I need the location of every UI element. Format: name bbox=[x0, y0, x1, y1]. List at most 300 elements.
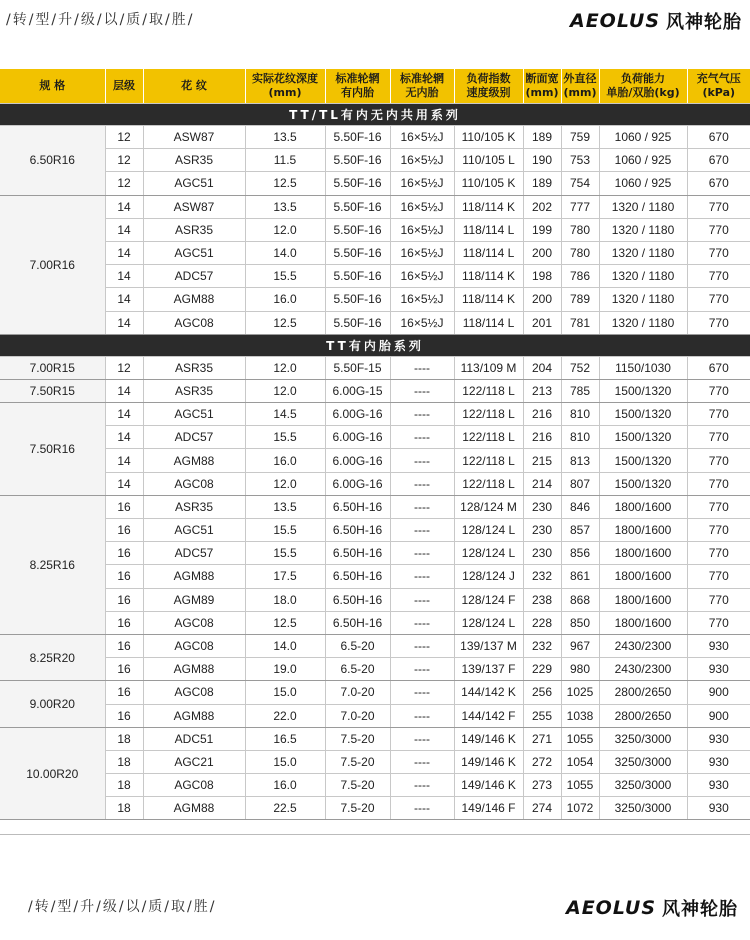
table-cell: 122/118 L bbox=[454, 449, 523, 472]
table-cell: 786 bbox=[561, 265, 599, 288]
table-cell: 6.5-20 bbox=[325, 658, 390, 681]
table-cell: 16 bbox=[105, 519, 143, 542]
table-cell: 274 bbox=[523, 797, 561, 820]
table-cell: 2430/2300 bbox=[599, 658, 687, 681]
table-cell: 144/142 F bbox=[454, 704, 523, 727]
table-cell: 149/146 K bbox=[454, 774, 523, 797]
table-cell: 12.0 bbox=[245, 356, 325, 379]
table-cell: 15.5 bbox=[245, 265, 325, 288]
table-cell: 980 bbox=[561, 658, 599, 681]
table-cell: 122/118 L bbox=[454, 379, 523, 402]
table-cell: 16×5½J bbox=[390, 265, 454, 288]
table-cell: 6.50H-16 bbox=[325, 495, 390, 518]
table-cell: 930 bbox=[687, 774, 750, 797]
table-cell: 770 bbox=[687, 195, 750, 218]
table-cell: ---- bbox=[390, 774, 454, 797]
table-cell: 5.50F-16 bbox=[325, 195, 390, 218]
tire-size-cell: 8.25R16 bbox=[0, 495, 105, 634]
table-cell: 770 bbox=[687, 588, 750, 611]
table-row bbox=[0, 519, 750, 542]
table-cell: 1800/1600 bbox=[599, 495, 687, 518]
table-row bbox=[0, 750, 750, 773]
table-cell: 5.50F-16 bbox=[325, 172, 390, 195]
table-cell: 18.0 bbox=[245, 588, 325, 611]
table-cell: AGC51 bbox=[143, 403, 245, 426]
tire-size-cell: 6.50R16 bbox=[0, 126, 105, 196]
table-cell: 5.50F-16 bbox=[325, 265, 390, 288]
table-cell: 752 bbox=[561, 356, 599, 379]
table-cell: 216 bbox=[523, 403, 561, 426]
column-header: 标准轮辋 无内胎 bbox=[390, 69, 454, 104]
table-cell: 128/124 J bbox=[454, 565, 523, 588]
table-cell: 770 bbox=[687, 472, 750, 495]
table-cell: 770 bbox=[687, 495, 750, 518]
table-cell: 781 bbox=[561, 311, 599, 334]
table-cell: 6.50H-16 bbox=[325, 519, 390, 542]
table-cell: 967 bbox=[561, 634, 599, 657]
table-cell: 139/137 M bbox=[454, 634, 523, 657]
table-cell: AGC51 bbox=[143, 519, 245, 542]
column-header: 标准轮辋 有内胎 bbox=[325, 69, 390, 104]
table-cell: 1060 / 925 bbox=[599, 126, 687, 149]
table-cell: ADC57 bbox=[143, 542, 245, 565]
table-cell: ---- bbox=[390, 426, 454, 449]
table-cell: 6.00G-16 bbox=[325, 472, 390, 495]
table-cell: 12.0 bbox=[245, 218, 325, 241]
table-cell: 770 bbox=[687, 403, 750, 426]
table-cell: 18 bbox=[105, 750, 143, 773]
table-cell: 128/124 L bbox=[454, 542, 523, 565]
table-cell: 118/114 K bbox=[454, 288, 523, 311]
table-cell: 930 bbox=[687, 727, 750, 750]
table-cell: 7.5-20 bbox=[325, 750, 390, 773]
table-cell: 110/105 K bbox=[454, 126, 523, 149]
table-header-row bbox=[0, 69, 750, 104]
table-cell: 857 bbox=[561, 519, 599, 542]
table-cell: 1320 / 1180 bbox=[599, 241, 687, 264]
table-row bbox=[0, 379, 750, 402]
table-cell: 122/118 L bbox=[454, 426, 523, 449]
table-cell: 15.5 bbox=[245, 426, 325, 449]
column-header: 规 格 bbox=[0, 69, 105, 104]
table-cell: 128/124 L bbox=[454, 611, 523, 634]
tire-size-cell: 7.00R15 bbox=[0, 356, 105, 379]
table-cell: 256 bbox=[523, 681, 561, 704]
table-cell: 777 bbox=[561, 195, 599, 218]
table-cell: 670 bbox=[687, 149, 750, 172]
table-cell: 230 bbox=[523, 542, 561, 565]
table-row bbox=[0, 774, 750, 797]
table-cell: 6.50H-16 bbox=[325, 542, 390, 565]
column-header: 外直径 (mm) bbox=[561, 69, 599, 104]
table-cell: 16 bbox=[105, 681, 143, 704]
table-cell: 13.5 bbox=[245, 126, 325, 149]
table-cell: 1500/1320 bbox=[599, 426, 687, 449]
table-cell: AGC21 bbox=[143, 750, 245, 773]
column-header: 负荷能力 单胎/双胎(kg) bbox=[599, 69, 687, 104]
table-cell: 930 bbox=[687, 658, 750, 681]
table-cell: 3250/3000 bbox=[599, 797, 687, 820]
table-cell: 14 bbox=[105, 265, 143, 288]
table-cell: ---- bbox=[390, 542, 454, 565]
table-row bbox=[0, 218, 750, 241]
brand-logo-top bbox=[570, 8, 742, 34]
table-cell: 16×5½J bbox=[390, 172, 454, 195]
table-row bbox=[0, 611, 750, 634]
table-cell: 118/114 K bbox=[454, 195, 523, 218]
table-cell: 18 bbox=[105, 774, 143, 797]
table-cell: AGM88 bbox=[143, 658, 245, 681]
table-cell: ---- bbox=[390, 588, 454, 611]
table-cell: 770 bbox=[687, 288, 750, 311]
table-cell: 128/124 L bbox=[454, 519, 523, 542]
table-cell: 213 bbox=[523, 379, 561, 402]
table-cell: 1054 bbox=[561, 750, 599, 773]
table-cell: 12 bbox=[105, 356, 143, 379]
table-cell: 14.5 bbox=[245, 403, 325, 426]
table-cell: 850 bbox=[561, 611, 599, 634]
column-header: 充气气压 (kPa) bbox=[687, 69, 750, 104]
table-row bbox=[0, 704, 750, 727]
table-cell: 770 bbox=[687, 311, 750, 334]
table-cell: ---- bbox=[390, 704, 454, 727]
table-cell: 670 bbox=[687, 126, 750, 149]
table-cell: ADC57 bbox=[143, 426, 245, 449]
table-cell: 846 bbox=[561, 495, 599, 518]
table-cell: ASW87 bbox=[143, 195, 245, 218]
table-cell: 110/105 L bbox=[454, 149, 523, 172]
table-cell: 6.5-20 bbox=[325, 634, 390, 657]
table-cell: AGC08 bbox=[143, 681, 245, 704]
table-cell: 118/114 L bbox=[454, 218, 523, 241]
table-cell: 1320 / 1180 bbox=[599, 195, 687, 218]
table-cell: ---- bbox=[390, 472, 454, 495]
table-cell: 6.00G-15 bbox=[325, 379, 390, 402]
table-cell: AGC08 bbox=[143, 472, 245, 495]
table-cell: 228 bbox=[523, 611, 561, 634]
table-cell: 216 bbox=[523, 426, 561, 449]
table-cell: 2800/2650 bbox=[599, 704, 687, 727]
table-cell: 128/124 F bbox=[454, 588, 523, 611]
table-row bbox=[0, 426, 750, 449]
table-cell: 1500/1320 bbox=[599, 403, 687, 426]
table-row bbox=[0, 265, 750, 288]
table-cell: ADC57 bbox=[143, 265, 245, 288]
section-header-row bbox=[0, 334, 750, 356]
table-cell: 215 bbox=[523, 449, 561, 472]
table-cell: 200 bbox=[523, 288, 561, 311]
brand-name-en: AEOLUS bbox=[569, 10, 660, 32]
tire-size-cell: 7.50R15 bbox=[0, 379, 105, 402]
table-cell: 14 bbox=[105, 218, 143, 241]
table-row bbox=[0, 172, 750, 195]
table-cell: 16 bbox=[105, 588, 143, 611]
table-cell: 18 bbox=[105, 727, 143, 750]
table-cell: 232 bbox=[523, 565, 561, 588]
table-cell: 14 bbox=[105, 449, 143, 472]
table-cell: 753 bbox=[561, 149, 599, 172]
table-cell: ---- bbox=[390, 634, 454, 657]
table-row bbox=[0, 565, 750, 588]
table-cell: 16 bbox=[105, 565, 143, 588]
table-cell: 139/137 F bbox=[454, 658, 523, 681]
table-cell: ASW87 bbox=[143, 126, 245, 149]
table-cell: 272 bbox=[523, 750, 561, 773]
table-cell: 18 bbox=[105, 797, 143, 820]
column-header: 断面宽 (mm) bbox=[523, 69, 561, 104]
table-cell: 770 bbox=[687, 241, 750, 264]
table-cell: 1500/1320 bbox=[599, 472, 687, 495]
table-cell: 7.0-20 bbox=[325, 681, 390, 704]
table-cell: 5.50F-16 bbox=[325, 241, 390, 264]
tire-size-cell: 8.25R20 bbox=[0, 634, 105, 680]
table-cell: 770 bbox=[687, 426, 750, 449]
table-cell: 189 bbox=[523, 172, 561, 195]
table-cell: 198 bbox=[523, 265, 561, 288]
table-cell: 16.5 bbox=[245, 727, 325, 750]
table-cell: 14 bbox=[105, 472, 143, 495]
table-cell: 770 bbox=[687, 565, 750, 588]
slogan-bottom: /转/型/升/级/以/质/取/胜/ bbox=[28, 899, 217, 915]
table-cell: ---- bbox=[390, 611, 454, 634]
table-cell: 1320 / 1180 bbox=[599, 288, 687, 311]
table-cell: 16×5½J bbox=[390, 241, 454, 264]
table-cell: 204 bbox=[523, 356, 561, 379]
table-cell: 6.50H-16 bbox=[325, 565, 390, 588]
column-header: 实际花纹深度 (mm) bbox=[245, 69, 325, 104]
table-cell: ASR35 bbox=[143, 379, 245, 402]
table-cell: 1800/1600 bbox=[599, 519, 687, 542]
table-row bbox=[0, 356, 750, 379]
table-cell: 12.5 bbox=[245, 611, 325, 634]
table-cell: 3250/3000 bbox=[599, 727, 687, 750]
table-cell: AGC51 bbox=[143, 241, 245, 264]
table-cell: 1060 / 925 bbox=[599, 149, 687, 172]
table-cell: 1800/1600 bbox=[599, 611, 687, 634]
table-cell: ---- bbox=[390, 565, 454, 588]
table-cell: 22.0 bbox=[245, 704, 325, 727]
table-cell: 1800/1600 bbox=[599, 588, 687, 611]
table-cell: 190 bbox=[523, 149, 561, 172]
table-cell: 12 bbox=[105, 126, 143, 149]
table-cell: 6.00G-16 bbox=[325, 403, 390, 426]
table-cell: AGM88 bbox=[143, 797, 245, 820]
table-cell: 900 bbox=[687, 704, 750, 727]
table-cell: 7.5-20 bbox=[325, 797, 390, 820]
table-cell: 122/118 L bbox=[454, 403, 523, 426]
table-cell: 868 bbox=[561, 588, 599, 611]
table-cell: ---- bbox=[390, 519, 454, 542]
table-cell: 14 bbox=[105, 288, 143, 311]
table-cell: 1072 bbox=[561, 797, 599, 820]
brand-name-cn: 风神轮胎 bbox=[662, 899, 738, 920]
table-cell: 16×5½J bbox=[390, 311, 454, 334]
table-cell: 14.0 bbox=[245, 634, 325, 657]
brand-name-cn: 风神轮胎 bbox=[666, 12, 742, 33]
table-cell: 16 bbox=[105, 542, 143, 565]
table-cell: 201 bbox=[523, 311, 561, 334]
table-cell: AGM88 bbox=[143, 704, 245, 727]
table-cell: ---- bbox=[390, 681, 454, 704]
table-cell: ---- bbox=[390, 356, 454, 379]
table-cell: 6.00G-16 bbox=[325, 426, 390, 449]
table-row bbox=[0, 495, 750, 518]
table-cell: 15.0 bbox=[245, 681, 325, 704]
table-cell: 7.5-20 bbox=[325, 774, 390, 797]
table-cell: AGM89 bbox=[143, 588, 245, 611]
table-cell: 149/146 K bbox=[454, 750, 523, 773]
table-cell: 19.0 bbox=[245, 658, 325, 681]
brand-name-en: AEOLUS bbox=[565, 897, 656, 919]
table-cell: 11.5 bbox=[245, 149, 325, 172]
table-cell: 770 bbox=[687, 218, 750, 241]
table-cell: AGC08 bbox=[143, 634, 245, 657]
table-cell: 12 bbox=[105, 172, 143, 195]
table-cell: 780 bbox=[561, 218, 599, 241]
table-cell: 149/146 K bbox=[454, 727, 523, 750]
table-cell: 770 bbox=[687, 611, 750, 634]
table-cell: 5.50F-16 bbox=[325, 218, 390, 241]
table-cell: 1800/1600 bbox=[599, 542, 687, 565]
slogan-top: /转/型/升/级/以/质/取/胜/ bbox=[6, 12, 195, 28]
table-cell: 122/118 L bbox=[454, 472, 523, 495]
table-cell: 273 bbox=[523, 774, 561, 797]
table-cell: 7.5-20 bbox=[325, 727, 390, 750]
table-cell: 930 bbox=[687, 634, 750, 657]
table-cell: 759 bbox=[561, 126, 599, 149]
table-cell: 271 bbox=[523, 727, 561, 750]
table-cell: AGC08 bbox=[143, 311, 245, 334]
table-cell: 861 bbox=[561, 565, 599, 588]
table-row bbox=[0, 449, 750, 472]
table-cell: 12 bbox=[105, 149, 143, 172]
column-header: 花 纹 bbox=[143, 69, 245, 104]
table-cell: 16 bbox=[105, 704, 143, 727]
table-cell: 16.0 bbox=[245, 449, 325, 472]
table-cell: 16 bbox=[105, 611, 143, 634]
table-row bbox=[0, 727, 750, 750]
table-row bbox=[0, 195, 750, 218]
table-cell: 14 bbox=[105, 241, 143, 264]
table-cell: 15.0 bbox=[245, 750, 325, 773]
table-cell: 16.0 bbox=[245, 774, 325, 797]
table-cell: 16 bbox=[105, 495, 143, 518]
table-cell: 789 bbox=[561, 288, 599, 311]
table-row bbox=[0, 126, 750, 149]
table-row bbox=[0, 681, 750, 704]
table-cell: 229 bbox=[523, 658, 561, 681]
table-cell: 1055 bbox=[561, 774, 599, 797]
table-cell: 202 bbox=[523, 195, 561, 218]
table-cell: 1500/1320 bbox=[599, 449, 687, 472]
table-cell: 856 bbox=[561, 542, 599, 565]
table-row bbox=[0, 149, 750, 172]
table-cell: 7.0-20 bbox=[325, 704, 390, 727]
table-cell: 12.5 bbox=[245, 172, 325, 195]
table-cell: ---- bbox=[390, 403, 454, 426]
tire-spec-table bbox=[0, 69, 750, 820]
bottom-divider bbox=[0, 834, 750, 835]
table-cell: 255 bbox=[523, 704, 561, 727]
table-cell: 5.50F-15 bbox=[325, 356, 390, 379]
table-cell: 14 bbox=[105, 311, 143, 334]
table-cell: 1320 / 1180 bbox=[599, 311, 687, 334]
table-cell: AGC51 bbox=[143, 172, 245, 195]
table-cell: 813 bbox=[561, 449, 599, 472]
table-cell: AGM88 bbox=[143, 288, 245, 311]
table-cell: 199 bbox=[523, 218, 561, 241]
table-cell: 16×5½J bbox=[390, 288, 454, 311]
column-header: 负荷指数 速度级别 bbox=[454, 69, 523, 104]
table-cell: 15.5 bbox=[245, 542, 325, 565]
table-cell: 14 bbox=[105, 379, 143, 402]
table-cell: ---- bbox=[390, 750, 454, 773]
section-title: TT/TL有内无内共用系列 bbox=[0, 104, 750, 126]
table-cell: 810 bbox=[561, 403, 599, 426]
table-cell: ASR35 bbox=[143, 149, 245, 172]
table-row bbox=[0, 588, 750, 611]
table-cell: 16×5½J bbox=[390, 149, 454, 172]
table-cell: 930 bbox=[687, 750, 750, 773]
table-cell: 1150/1030 bbox=[599, 356, 687, 379]
brand-logo-bottom bbox=[566, 895, 738, 921]
table-row bbox=[0, 288, 750, 311]
table-cell: 930 bbox=[687, 797, 750, 820]
table-cell: 780 bbox=[561, 241, 599, 264]
table-cell: 770 bbox=[687, 542, 750, 565]
table-cell: 14 bbox=[105, 426, 143, 449]
table-cell: 118/114 L bbox=[454, 311, 523, 334]
table-cell: AGC08 bbox=[143, 611, 245, 634]
table-cell: ASR35 bbox=[143, 495, 245, 518]
table-cell: 1038 bbox=[561, 704, 599, 727]
column-header: 层级 bbox=[105, 69, 143, 104]
table-cell: 12.0 bbox=[245, 472, 325, 495]
table-cell: 110/105 K bbox=[454, 172, 523, 195]
table-cell: 1025 bbox=[561, 681, 599, 704]
table-cell: 13.5 bbox=[245, 195, 325, 218]
table-cell: ---- bbox=[390, 449, 454, 472]
table-cell: 12.5 bbox=[245, 311, 325, 334]
table-cell: 1060 / 925 bbox=[599, 172, 687, 195]
table-cell: 230 bbox=[523, 519, 561, 542]
table-cell: 6.00G-16 bbox=[325, 449, 390, 472]
table-cell: 6.50H-16 bbox=[325, 588, 390, 611]
table-cell: 1320 / 1180 bbox=[599, 218, 687, 241]
table-cell: 1320 / 1180 bbox=[599, 265, 687, 288]
table-row bbox=[0, 311, 750, 334]
table-row bbox=[0, 542, 750, 565]
section-title: TT有内胎系列 bbox=[0, 334, 750, 356]
table-cell: 16 bbox=[105, 658, 143, 681]
tire-size-cell: 7.50R16 bbox=[0, 403, 105, 496]
table-cell: 770 bbox=[687, 519, 750, 542]
table-cell: 3250/3000 bbox=[599, 774, 687, 797]
table-cell: 13.5 bbox=[245, 495, 325, 518]
table-cell: 770 bbox=[687, 449, 750, 472]
table-cell: 22.5 bbox=[245, 797, 325, 820]
table-cell: 2430/2300 bbox=[599, 634, 687, 657]
table-cell: ASR35 bbox=[143, 218, 245, 241]
table-cell: 6.50H-16 bbox=[325, 611, 390, 634]
table-cell: ---- bbox=[390, 379, 454, 402]
table-cell: 15.5 bbox=[245, 519, 325, 542]
table-cell: AGM88 bbox=[143, 449, 245, 472]
table-row bbox=[0, 797, 750, 820]
table-cell: 16.0 bbox=[245, 288, 325, 311]
table-cell: 16 bbox=[105, 634, 143, 657]
table-cell: 238 bbox=[523, 588, 561, 611]
